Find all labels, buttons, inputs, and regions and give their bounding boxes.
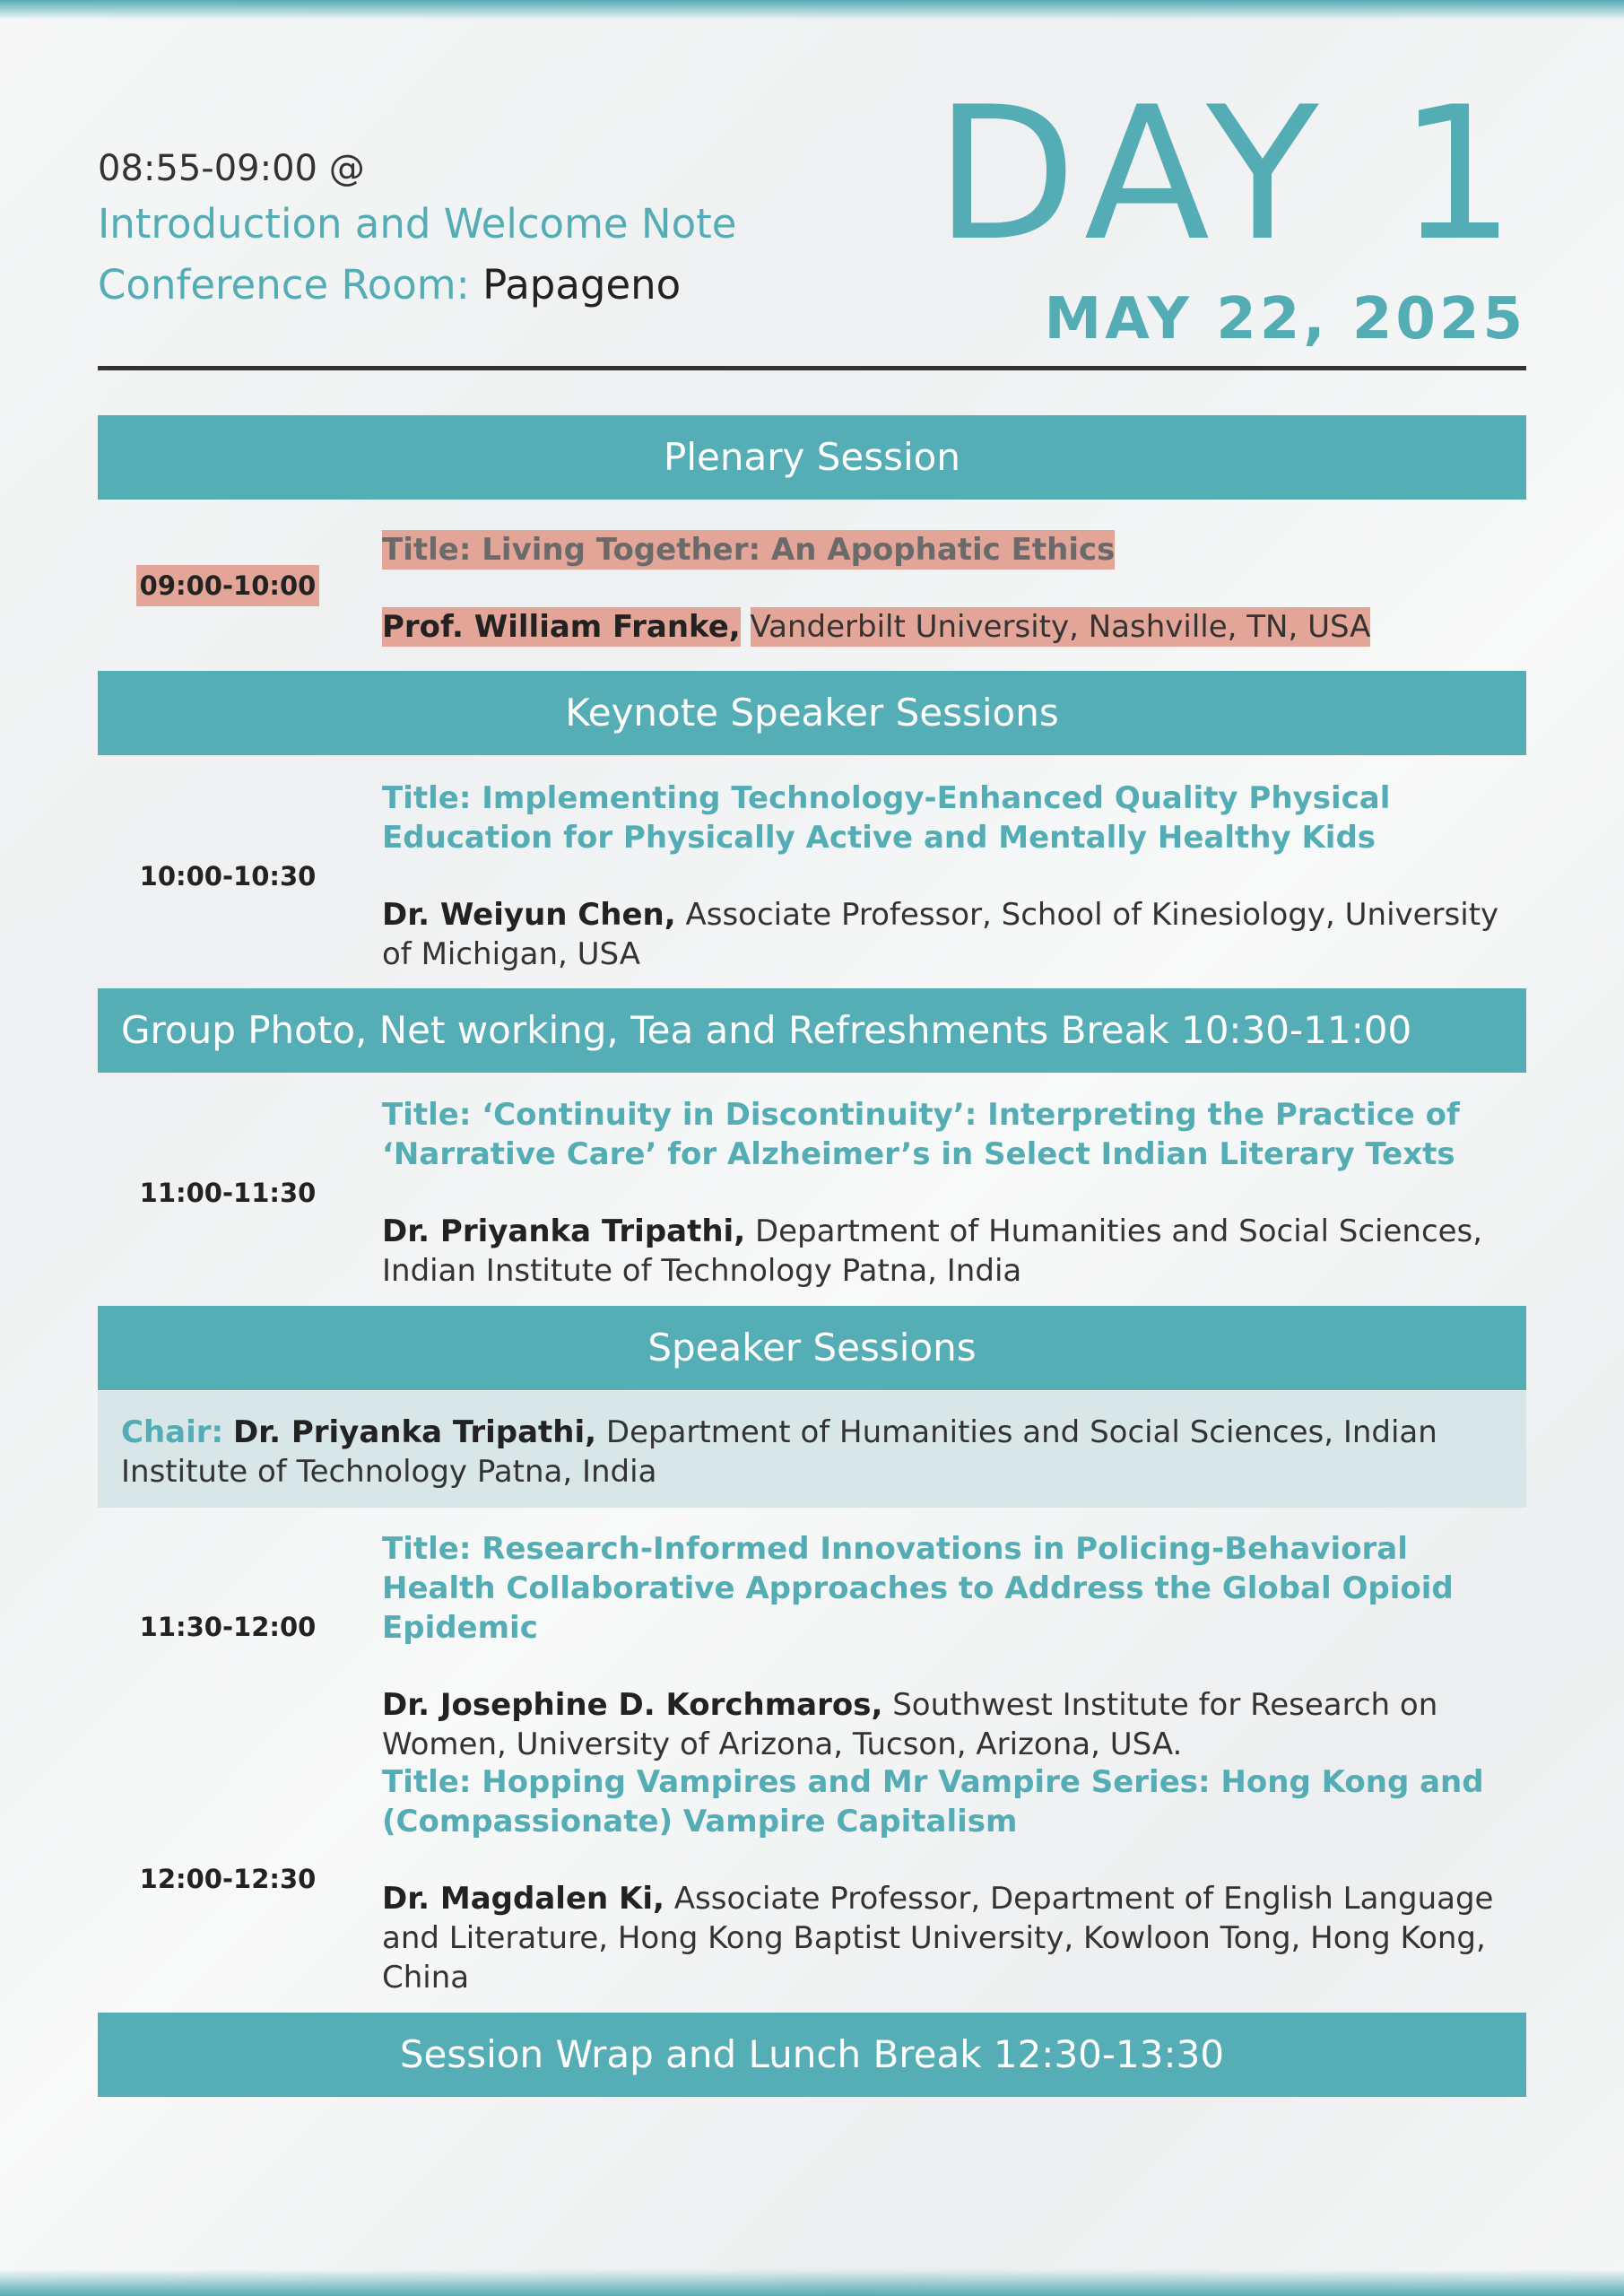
speaker-talk <box>382 1529 1512 1764</box>
keynote-session-heading: Keynote Speaker Sessions <box>98 671 1526 755</box>
break-banner: Group Photo, Net working, Tea and Refreshments Break 10:30-11:00 <box>98 988 1526 1073</box>
speaker-affiliation: Department of Humanities and Social Sciences, Indian Institute of Technology Patna, India <box>382 1213 1483 1289</box>
speaker-talk <box>382 1762 1512 1997</box>
speaker-affiliation: Associate Professor, School of Kinesiology, University of Michigan, USA <box>382 897 1499 972</box>
talk-time: 11:00-11:30 <box>139 1178 317 1208</box>
talk-title: Title: Research-Informed Innovations in Policing-Behavioral Health Collaborative Approaches to Address the Global Opioid Epidemic <box>382 1531 1454 1646</box>
header-divider <box>98 366 1526 370</box>
talk-time: 10:00-10:30 <box>139 861 317 891</box>
speaker-name: Dr. Priyanka Tripathi, <box>382 1213 746 1249</box>
plenary-time-text: 09:00-10:00 <box>136 565 320 606</box>
plenary-speaker: Prof. William Franke, <box>382 609 741 645</box>
plenary-talk <box>382 530 1512 647</box>
speaker-name: Dr. Weiyun Chen, <box>382 897 676 933</box>
chair-label: Chair: <box>121 1414 224 1450</box>
talk-time: 12:00-12:30 <box>139 1864 317 1894</box>
talk-speaker <box>382 1685 1512 1764</box>
speaker-affiliation: Southwest Institute for Research on Women, University of Arizona, Tucson, Arizona, USA. <box>382 1687 1438 1762</box>
session-chair <box>98 1391 1526 1508</box>
speaker-sessions-heading: Speaker Sessions <box>98 1306 1526 1390</box>
chair-name: Dr. Priyanka Tripathi, <box>232 1414 597 1450</box>
plenary-affiliation: Vanderbilt University, Nashville, TN, USA <box>750 609 1371 645</box>
talk-speaker <box>382 1879 1512 1997</box>
speaker-name: Dr. Josephine D. Korchmaros, <box>382 1687 883 1723</box>
talk-title: Title: Implementing Technology-Enhanced Quality Physical Education for Physically Active and Mentally Healthy Kids <box>382 780 1391 856</box>
plenary-time <box>98 570 358 601</box>
talk-speaker <box>382 1212 1512 1291</box>
talk-title <box>382 530 1512 570</box>
keynote-talk <box>382 778 1512 974</box>
conference-room <box>98 255 736 316</box>
talk-time: 11:30-12:00 <box>139 1612 317 1642</box>
day-date: MAY 22, 2025 <box>1044 286 1526 352</box>
talk-title: Title: Hopping Vampires and Mr Vampire Series: Hong Kong and (Compassionate) Vampire Capitalism <box>382 1764 1484 1839</box>
talk-title: Title: ‘Continuity in Discontinuity’: Interpreting the Practice of ‘Narrative Care’ for Alzheimer’s in Select Indian Literary Texts <box>382 1097 1460 1172</box>
keynote-talk <box>382 1095 1512 1291</box>
speaker-affiliation: Associate Professor, Department of English Language and Literature, Hong Kong Baptist University, Kowloon Tong, Hong Kong, China <box>382 1881 1494 1996</box>
top-edge-shadow <box>0 0 1624 20</box>
talk-speaker <box>382 607 1512 647</box>
day-title: DAY 1 <box>934 68 1526 282</box>
room-label: Conference Room: <box>98 261 470 309</box>
plenary-session-heading: Plenary Session <box>98 415 1526 500</box>
chair-affiliation: Department of Humanities and Social Sciences, Indian Institute of Technology Patna, India <box>121 1414 1437 1490</box>
lunch-break-banner: Session Wrap and Lunch Break 12:30-13:30 <box>98 2013 1526 2097</box>
intro-time: 08:55-09:00 @ <box>98 148 365 189</box>
talk-speaker <box>382 895 1512 974</box>
speaker-name: Dr. Magdalen Ki, <box>382 1881 664 1917</box>
intro-block <box>98 144 736 316</box>
intro-title: Introduction and Welcome Note <box>98 200 737 248</box>
plenary-title: Title: Living Together: An Apophatic Ethics <box>382 532 1116 568</box>
bottom-edge-shadow <box>0 2269 1624 2296</box>
room-name: Papageno <box>482 261 682 309</box>
